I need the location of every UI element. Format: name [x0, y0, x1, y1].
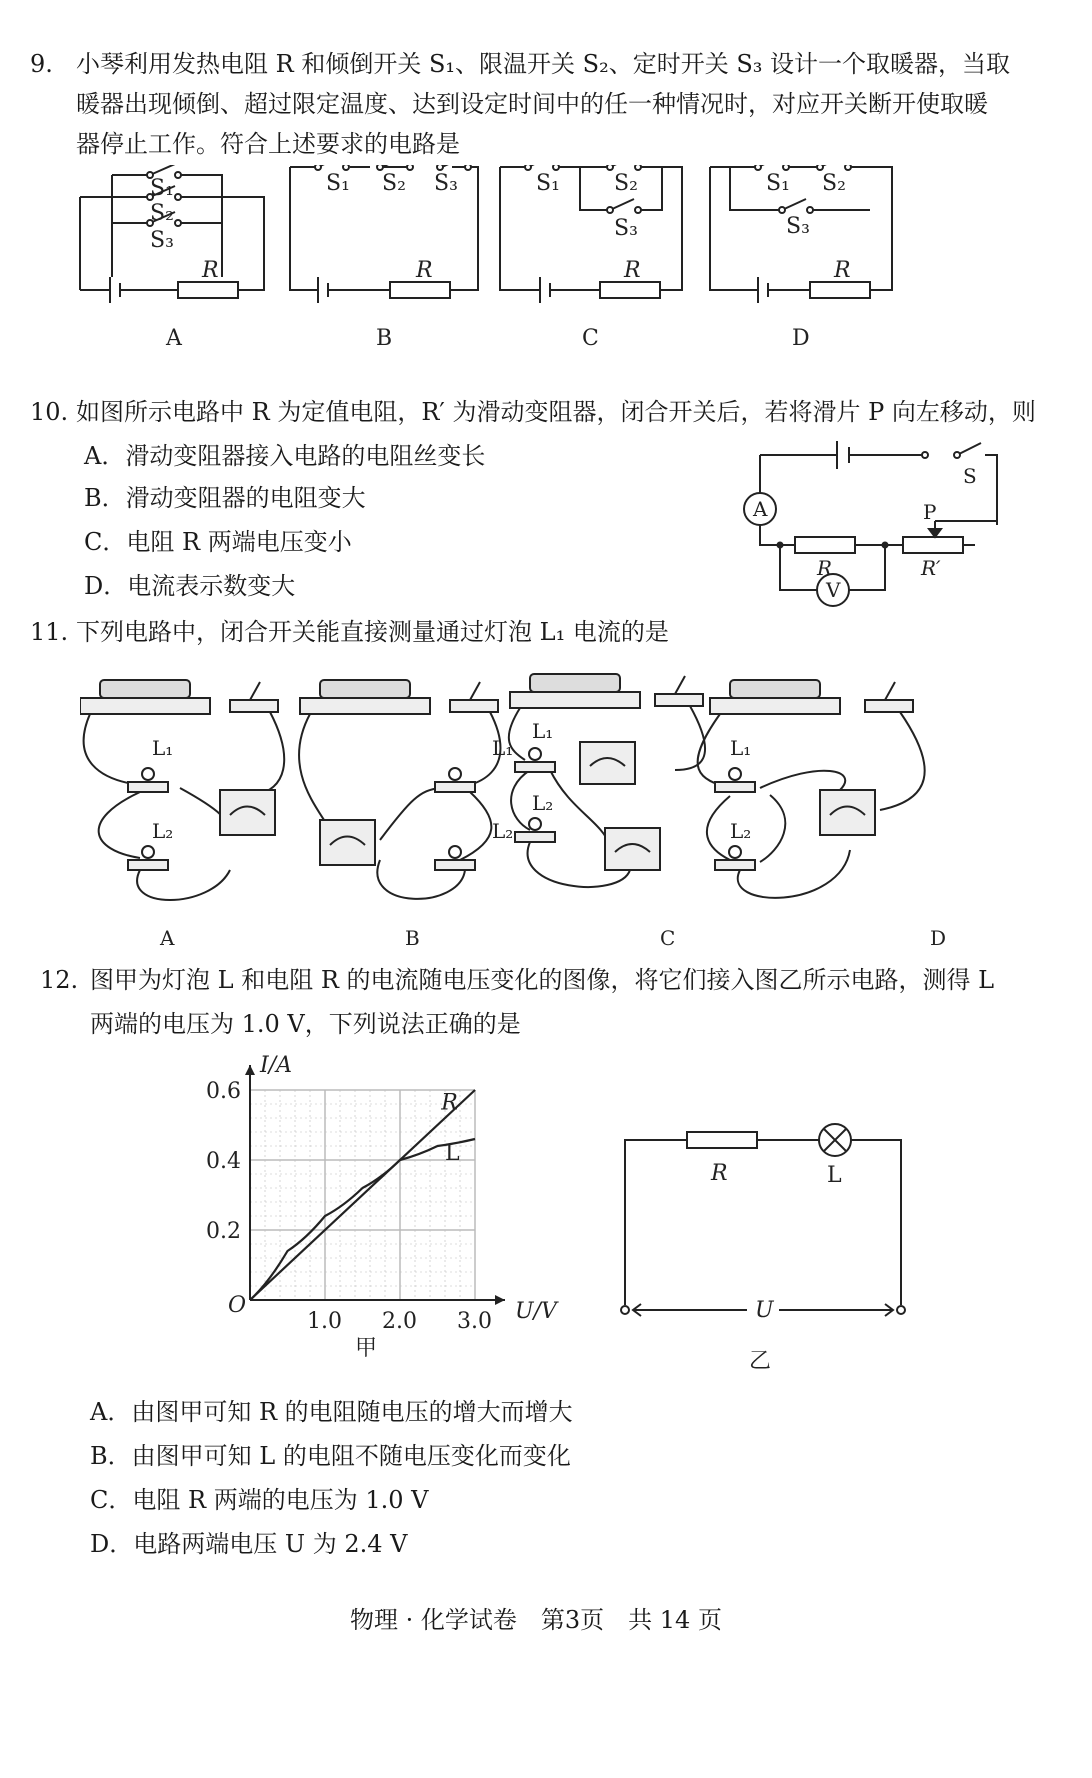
q9d-r-label: R: [834, 258, 851, 283]
q11-circuit-d: [698, 680, 925, 898]
q9b-s1-label: S₁: [326, 171, 350, 196]
page-footer: 物理 · 化学试卷 第3页 共 14 页: [350, 1606, 722, 1634]
q9-option-a[interactable]: A: [166, 326, 182, 351]
q9-circuit-figures: [70, 165, 1030, 365]
q9d-s2-label: S₂: [822, 171, 846, 196]
q11a-l2-label: L₂: [152, 819, 174, 843]
voltmeter-label: V: [826, 578, 841, 602]
q12-circuit-l-label: L: [827, 1163, 842, 1188]
y-axis-arrow: [245, 1065, 255, 1075]
q12-number: 12.: [40, 966, 79, 994]
q11-option-c[interactable]: C: [660, 926, 676, 950]
y-tick-label: 0.4: [206, 1149, 241, 1174]
q10-option-c[interactable]: C．电阻 R 两端电压变小: [84, 528, 352, 556]
y-tick-label: 0.6: [206, 1079, 241, 1104]
q10-option-d[interactable]: D．电流表示数变大: [84, 572, 296, 600]
series-line-r: [250, 1090, 475, 1300]
q9-stem-line1: [30, 44, 1010, 79]
q9-stem-line3: 器停止工作。符合上述要求的电路是: [76, 130, 460, 158]
q11-option-d[interactable]: D: [930, 926, 947, 950]
q9a-r-label: R: [202, 258, 219, 283]
q9d-s3-label: S₃: [786, 214, 810, 239]
q9a-s3-label: S₃: [150, 228, 174, 253]
q12-text-1: 图甲为灯泡 L 和电阻 R 的电流随电压变化的图像，将它们接入图乙所示电路，测得 L: [90, 966, 995, 994]
q9-option-d[interactable]: D: [792, 326, 810, 351]
q9b-s3-label: S₃: [434, 171, 458, 196]
q11-option-b[interactable]: B: [405, 926, 420, 950]
q11-text: 下列电路中，闭合开关能直接测量通过灯泡 L₁ 电流的是: [76, 618, 669, 646]
q11-number: 11.: [30, 618, 69, 646]
x-tick-label: 2.0: [382, 1309, 417, 1334]
q12-stem-line1: [40, 960, 994, 995]
q10-stem: [30, 392, 1036, 427]
q10-option-b[interactable]: B．滑动变阻器的电阻变大: [84, 484, 366, 512]
slider-p-label: P: [923, 500, 937, 524]
y-tick-label: 0.2: [206, 1219, 241, 1244]
q12-stem-line2: 两端的电压为 1.0 V，下列说法正确的是: [90, 1010, 521, 1038]
x-tick-label: 1.0: [307, 1309, 342, 1334]
origin-label: O: [228, 1293, 247, 1318]
q9-circuit-c: [500, 165, 682, 303]
series-label-l: L: [445, 1141, 460, 1166]
q9-text-1: 小琴利用发热电阻 R 和倾倒开关 S₁、限温开关 S₂、定时开关 S₃ 设计一个取暖器，当取: [76, 50, 1011, 78]
q12-option-a[interactable]: A．由图甲可知 R 的电阻随电压的增大而增大: [90, 1398, 573, 1426]
q11c-l1-label: L₁: [532, 719, 554, 743]
q12-series-circuit: [615, 1110, 925, 1370]
q11a-l1-label: L₁: [152, 736, 174, 760]
ammeter-label: A: [753, 497, 768, 521]
q11d-l1-label: L₁: [730, 736, 752, 760]
q9c-s1-label: S₁: [536, 171, 560, 196]
q12-option-d[interactable]: D．电路两端电压 U 为 2.4 V: [90, 1530, 408, 1558]
q9-option-b[interactable]: B: [376, 326, 393, 351]
q9c-r-label: R: [624, 258, 641, 283]
x-tick-label: 3.0: [457, 1309, 492, 1334]
series-line-l: [250, 1139, 475, 1300]
q12-circuit-r-label: R: [711, 1161, 728, 1186]
q10-number: 10.: [30, 398, 69, 426]
series-label-r: R: [441, 1090, 458, 1116]
q11-circuit-photos: [80, 670, 1060, 950]
q9b-s2-label: S₂: [382, 171, 406, 196]
q12-circuit-u-label: U: [755, 1298, 774, 1323]
q10-circuit: [735, 435, 1025, 630]
q11d-l2-label: L₂: [730, 819, 752, 843]
q12-fig1-caption: 甲: [355, 1336, 378, 1361]
q11-circuit-b: [299, 680, 500, 899]
q11-option-a[interactable]: A: [160, 926, 175, 950]
q9c-s2-label: S₂: [614, 171, 638, 196]
q12-option-c[interactable]: C．电阻 R 两端的电压为 1.0 V: [90, 1486, 429, 1514]
q12-option-b[interactable]: B．由图甲可知 L 的电阻不随电压变化而变化: [90, 1442, 571, 1470]
y-axis-label: I/A: [260, 1053, 292, 1078]
q9-stem-line2: 暖器出现倾倒、超过限定温度、达到设定时间中的任一种情况时，对应开关断开使取暖: [76, 90, 988, 118]
switch-s-label: S: [963, 464, 977, 488]
q9a-s1-label: S₁: [150, 176, 174, 201]
q9b-r-label: R: [416, 258, 433, 283]
q11c-l2-label: L₂: [532, 791, 554, 815]
rheostat-label: R′: [921, 556, 941, 580]
q12-iu-chart: [200, 1045, 620, 1375]
q12-fig2-caption: 乙: [749, 1349, 772, 1370]
q11-stem: [30, 612, 669, 647]
q9d-s1-label: S₁: [766, 171, 790, 196]
q11-circuit-c: [509, 674, 705, 887]
q9-number: 9.: [30, 50, 53, 78]
q11-circuit-a: [80, 680, 284, 900]
q9a-s2-label: S₂: [150, 201, 174, 226]
q9-option-c[interactable]: C: [582, 326, 599, 351]
q11b-l2-label: L₂: [492, 819, 514, 843]
q10-text: 如图所示电路中 R 为定值电阻，R′ 为滑动变阻器，闭合开关后，若将滑片 P 向左移动，则: [76, 398, 1036, 426]
q11b-l1-label: L₁: [492, 736, 514, 760]
x-axis-label: U/V: [515, 1299, 557, 1324]
q10-option-a[interactable]: A．滑动变阻器接入电路的电阻丝变长: [84, 442, 486, 470]
x-axis-arrow: [495, 1295, 505, 1305]
q9c-s3-label: S₃: [614, 216, 638, 241]
resistor-r-label: R: [817, 556, 833, 580]
